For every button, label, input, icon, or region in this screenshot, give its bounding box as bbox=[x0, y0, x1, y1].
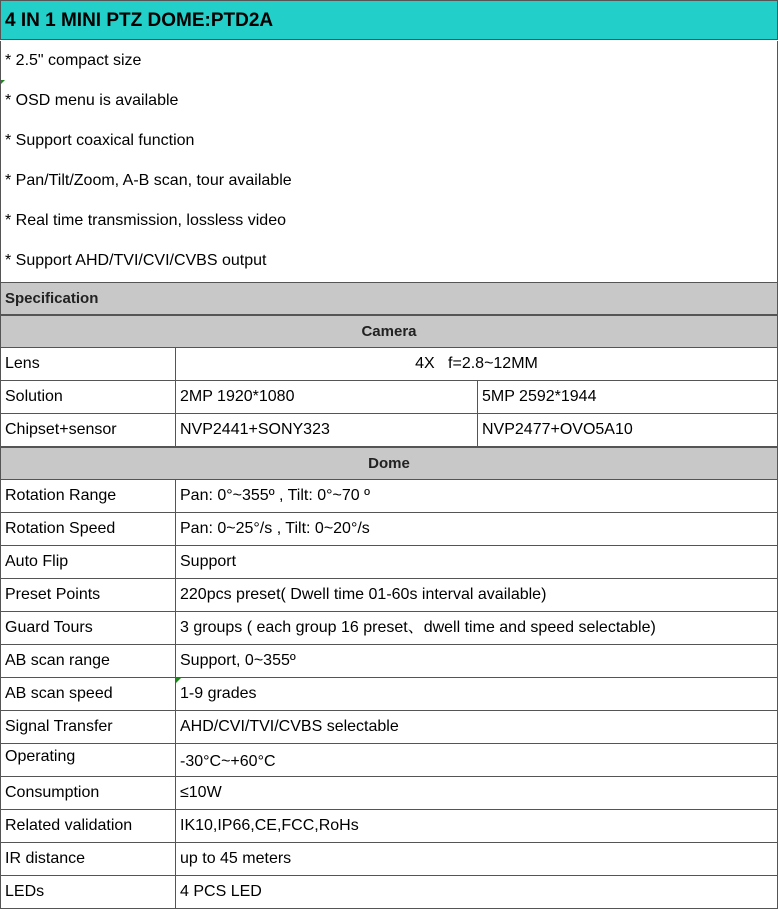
cell-comment-marker bbox=[176, 678, 181, 683]
spec-label: Signal Transfer bbox=[0, 711, 175, 744]
spec-value: ≤10W bbox=[175, 777, 778, 810]
table-row bbox=[0, 711, 778, 744]
table-row bbox=[0, 513, 778, 546]
spec-label: Operating bbox=[0, 744, 175, 777]
spec-label: AB scan speed bbox=[0, 678, 175, 711]
table-row bbox=[0, 612, 778, 645]
spec-value: -30°C~+60°C bbox=[175, 744, 778, 777]
spec-value: Support, 0~355º bbox=[175, 645, 778, 678]
table-row bbox=[0, 546, 778, 579]
feature-item: * Real time transmission, lossless video bbox=[0, 201, 778, 241]
table-row bbox=[0, 579, 778, 612]
spec-value: 4X f=2.8~12MM bbox=[175, 348, 778, 381]
table-row bbox=[0, 480, 778, 513]
spec-value: up to 45 meters bbox=[175, 843, 778, 876]
spec-value: 220pcs preset( Dwell time 01-60s interval available) bbox=[175, 579, 778, 612]
spec-value: 3 groups ( each group 16 preset、dwell time and speed selectable) bbox=[175, 612, 778, 645]
spec-label: IR distance bbox=[0, 843, 175, 876]
spec-value: Pan: 0~25°/s , Tilt: 0~20°/s bbox=[175, 513, 778, 546]
spec-value: NVP2441+SONY323 bbox=[175, 414, 477, 447]
table-row bbox=[0, 645, 778, 678]
spec-value: Pan: 0°~355º , Tilt: 0°~70 º bbox=[175, 480, 778, 513]
product-title: 4 IN 1 MINI PTZ DOME:PTD2A bbox=[0, 0, 778, 40]
spec-label: Preset Points bbox=[0, 579, 175, 612]
dome-section-header: Dome bbox=[0, 447, 778, 480]
feature-item: * OSD menu is available bbox=[0, 81, 778, 121]
spec-value: 4 PCS LED bbox=[175, 876, 778, 909]
spec-label: AB scan range bbox=[0, 645, 175, 678]
spec-label: Guard Tours bbox=[0, 612, 175, 645]
table-row bbox=[0, 777, 778, 810]
spec-value: AHD/CVI/TVI/CVBS selectable bbox=[175, 711, 778, 744]
table-row bbox=[0, 678, 778, 711]
table-row bbox=[0, 744, 778, 777]
spec-label: Solution bbox=[0, 381, 175, 414]
spec-value: 5MP 2592*1944 bbox=[477, 381, 778, 414]
table-row bbox=[0, 381, 778, 414]
table-row bbox=[0, 414, 778, 447]
feature-item: * Support coaxical function bbox=[0, 121, 778, 161]
table-row bbox=[0, 876, 778, 909]
feature-item: * 2.5" compact size bbox=[0, 41, 778, 81]
spec-value: IK10,IP66,CE,FCC,RoHs bbox=[175, 810, 778, 843]
spec-label: LEDs bbox=[0, 876, 175, 909]
spec-label: Chipset+sensor bbox=[0, 414, 175, 447]
table-row bbox=[0, 843, 778, 876]
specification-header: Specification bbox=[0, 282, 778, 315]
camera-section-header: Camera bbox=[0, 315, 778, 348]
spec-label: Lens bbox=[0, 348, 175, 381]
spec-value: Support bbox=[175, 546, 778, 579]
feature-item: * Support AHD/TVI/CVI/CVBS output bbox=[0, 241, 778, 282]
feature-item: * Pan/Tilt/Zoom, A-B scan, tour available bbox=[0, 161, 778, 201]
spec-label: Related validation bbox=[0, 810, 175, 843]
spec-value: 1-9 grades bbox=[175, 678, 778, 711]
table-row bbox=[0, 348, 778, 381]
table-row bbox=[0, 810, 778, 843]
spec-label: Rotation Speed bbox=[0, 513, 175, 546]
spec-label: Consumption bbox=[0, 777, 175, 810]
spec-value: NVP2477+OVO5A10 bbox=[477, 414, 778, 447]
spec-value: 2MP 1920*1080 bbox=[175, 381, 477, 414]
spec-label: Rotation Range bbox=[0, 480, 175, 513]
spec-label: Auto Flip bbox=[0, 546, 175, 579]
